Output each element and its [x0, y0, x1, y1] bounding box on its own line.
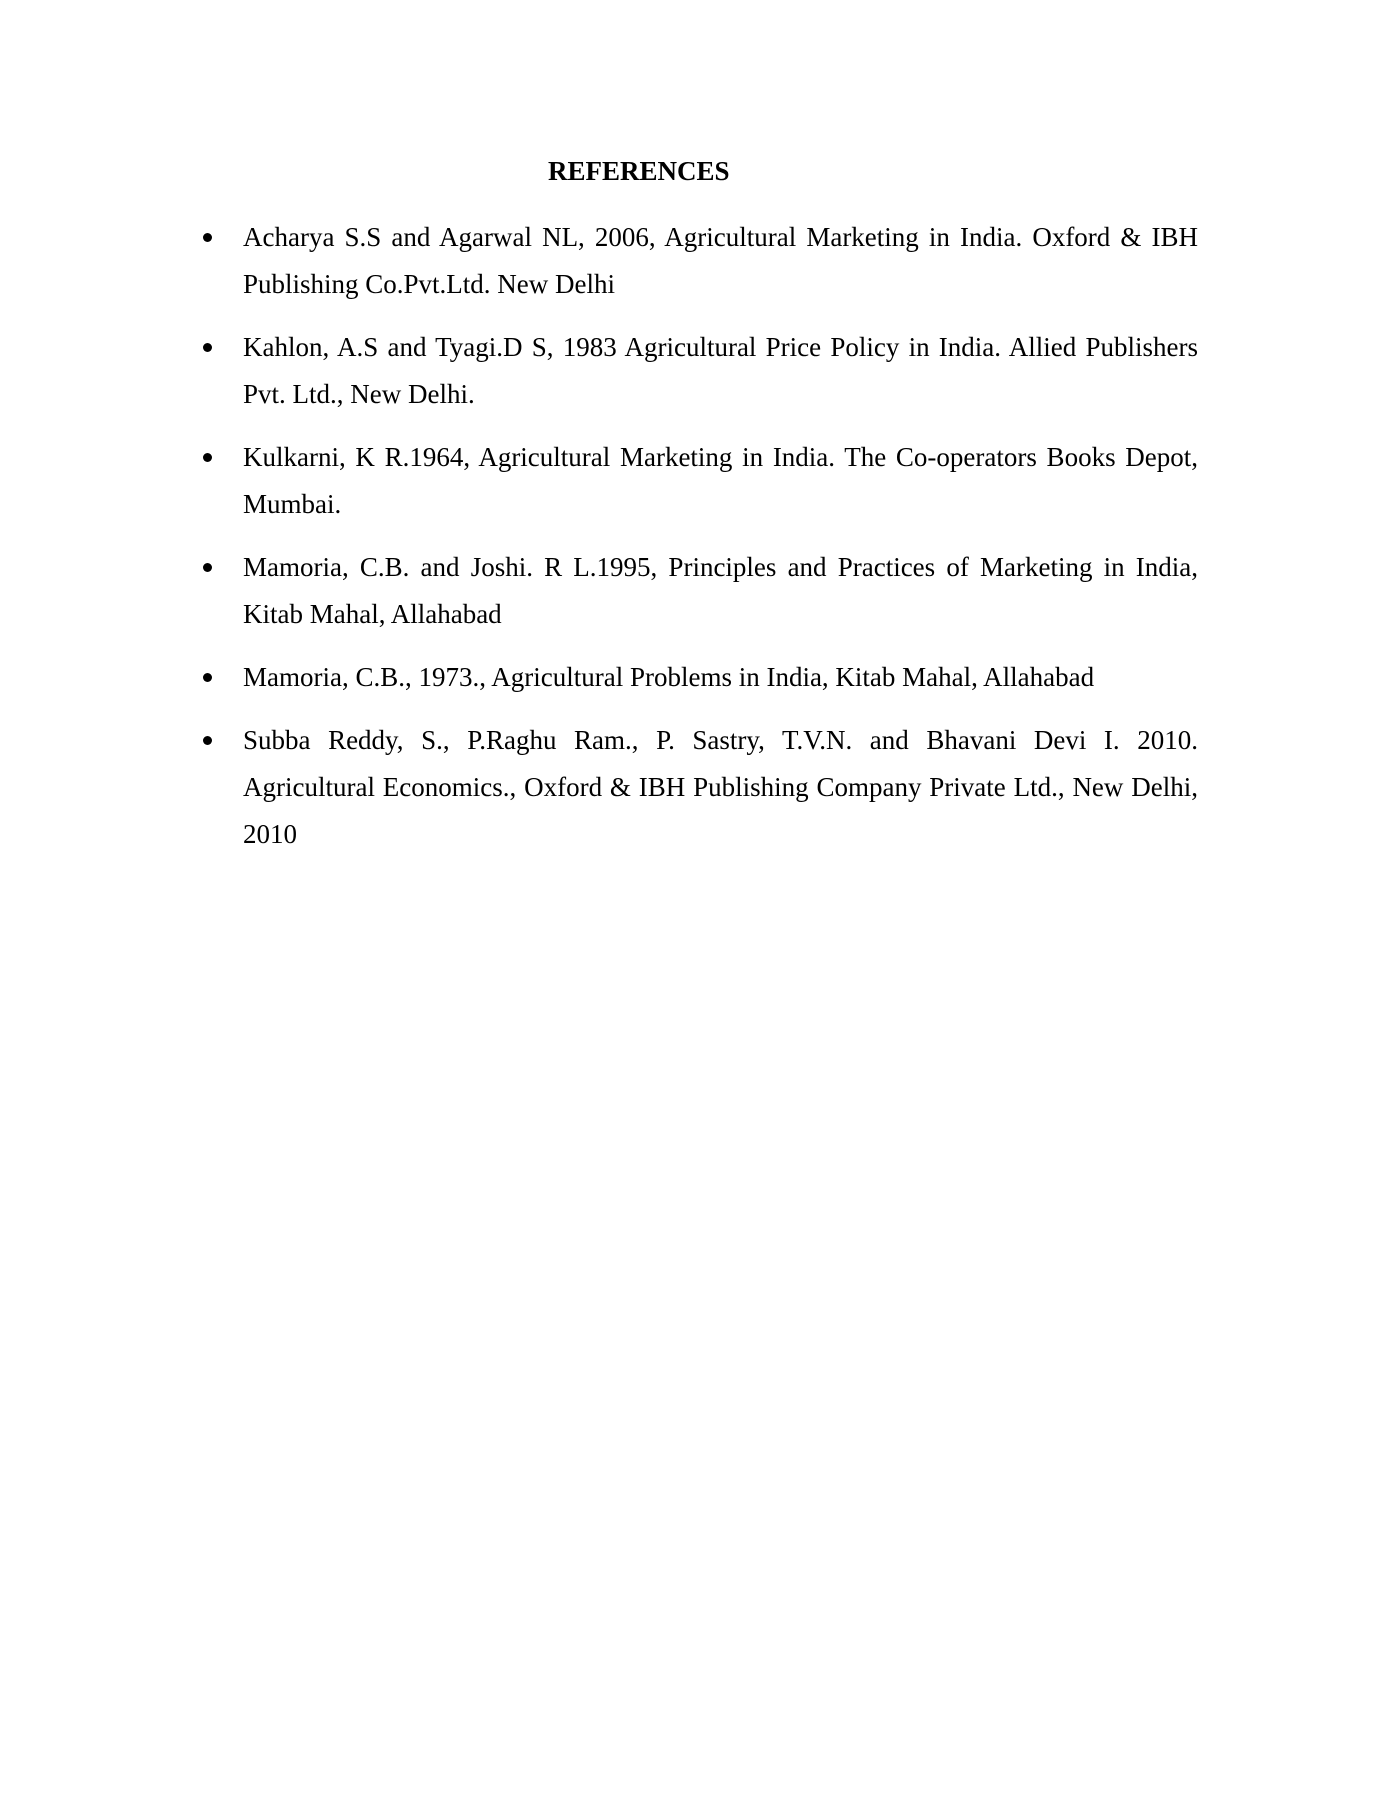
reference-text: Kulkarni, K R.1964, Agricultural Marketing in India. The Co-operators Books Depot, Mumbai.: [243, 442, 1198, 519]
page-title: REFERENCES: [548, 156, 730, 186]
reference-item: [0, 434, 1389, 528]
bullet-icon: [203, 453, 212, 462]
reference-text: Mamoria, C.B., 1973., Agricultural Problems in India, Kitab Mahal, Allahabad: [243, 662, 1095, 692]
reference-item: [0, 717, 1389, 858]
bullet-icon: [203, 736, 212, 745]
bullet-icon: [203, 673, 212, 682]
reference-text: Mamoria, C.B. and Joshi. R L.1995, Principles and Practices of Marketing in India, Kitab Mahal, Allahabad: [243, 552, 1198, 629]
bullet-icon: [203, 233, 212, 242]
bullet-icon: [203, 343, 212, 352]
reference-item: [0, 324, 1389, 418]
reference-text: Acharya S.S and Agarwal NL, 2006, Agricultural Marketing in India. Oxford & IBH Publishing Co.Pvt.Ltd. New Delhi: [243, 222, 1198, 299]
reference-text: Subba Reddy, S., P.Raghu Ram., P. Sastry, T.V.N. and Bhavani Devi I. 2010. Agricultural Economics., Oxford & IBH Publishing Company Private Ltd., New Delhi, 2010: [243, 725, 1198, 849]
bullet-icon: [203, 563, 212, 572]
reference-item: [0, 214, 1389, 308]
reference-item: [0, 544, 1389, 638]
reference-item: [0, 654, 1389, 701]
references-list: [0, 214, 1389, 874]
reference-text: Kahlon, A.S and Tyagi.D S, 1983 Agricultural Price Policy in India. Allied Publishers Pvt. Ltd., New Delhi.: [243, 332, 1198, 409]
